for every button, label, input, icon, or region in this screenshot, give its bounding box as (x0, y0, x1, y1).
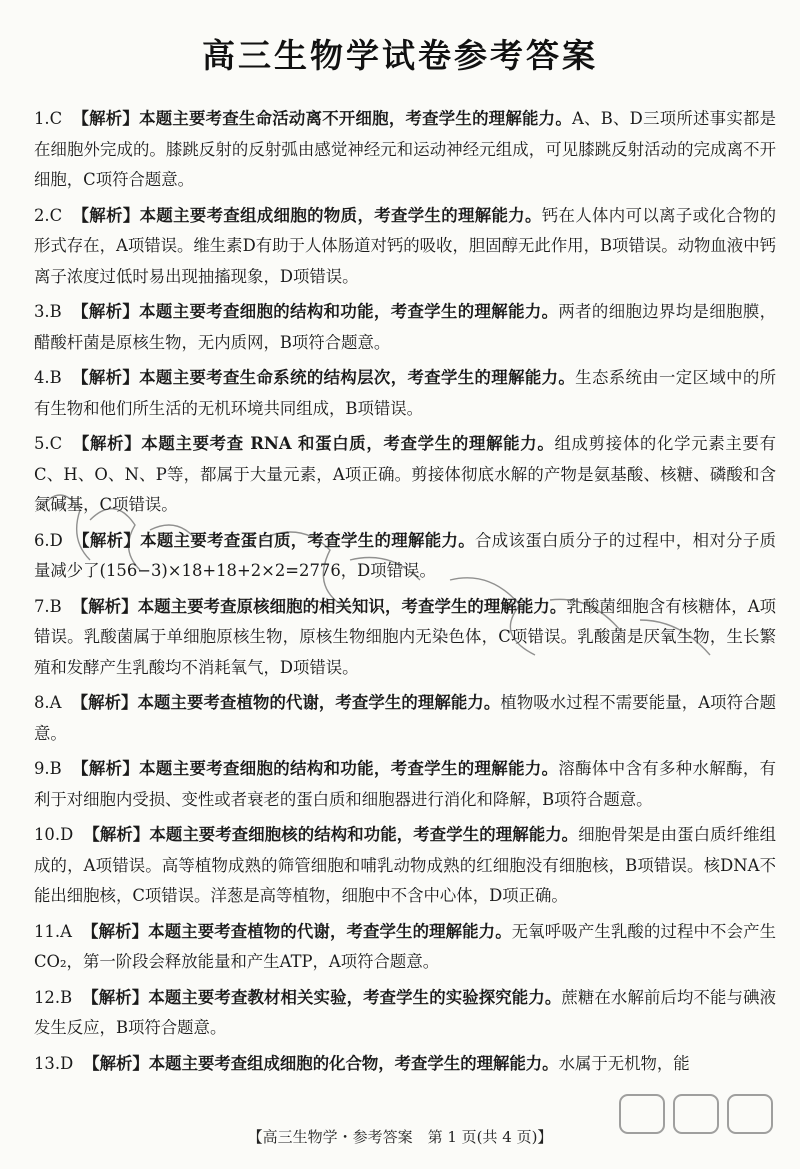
analysis-body: 细胞骨架是由蛋白质纤维组成的，A项错误。高等植物成熟的筛管细胞和哺乳动物成熟的红细胞没有细胞核，B项错误。核DNA不能出细胞核，C项错误。洋葱是高等植物，细胞中不含中心体，D项正确。 (34, 825, 777, 905)
answer-choice: C (49, 205, 63, 225)
analysis-body: A、B、D三项所述事实都是在细胞外完成的。膝跳反射的反射弧由感觉神经元和运动神经元组成，可见膝跳反射活动的完成离不开细胞，C项符合题意。 (34, 109, 777, 189)
answer-item (34, 297, 776, 358)
analysis-tag: 【解析】 (72, 434, 142, 453)
analysis-lead: 本题主要考查细胞核的结构和功能，考查学生的理解能力。 (149, 825, 579, 844)
analysis-lead: 本题主要考查组成细胞的物质，考查学生的理解能力。 (139, 205, 542, 225)
analysis-lead: 本题主要考查生命系统的结构层次，考查学生的理解能力。 (139, 368, 576, 387)
analysis-lead: 本题主要考查细胞的结构和功能，考查学生的理解能力。 (139, 759, 559, 778)
analysis-body: 水属于无机物，能 (558, 1053, 690, 1073)
question-number: 8. (34, 693, 50, 712)
analysis-tag: 【解析】 (71, 759, 140, 778)
analysis-lead: 本题主要考查原核细胞的相关知识，考查学生的理解能力。 (137, 596, 567, 616)
answer-choice: C (49, 434, 63, 453)
analysis-tag: 【解析】 (83, 1053, 149, 1073)
question-number: 1. (34, 109, 50, 128)
analysis-tag: 【解析】 (72, 530, 141, 550)
answer-choice: D (60, 825, 74, 844)
analysis-tag: 【解析】 (71, 693, 138, 712)
answer-item (34, 1049, 776, 1080)
answer-item (34, 104, 776, 196)
analysis-body: 无氧呼吸产生乳酸的过程中不会产生CO₂，第一阶段会释放能量和产生ATP，A项符合题意。 (34, 921, 777, 971)
question-number: 6. (34, 530, 50, 550)
answer-item (34, 526, 776, 587)
question-number: 13. (34, 1053, 61, 1073)
analysis-lead: 本题主要考查植物的代谢，考查学生的理解能力。 (137, 693, 501, 712)
answer-choice: B (49, 368, 62, 387)
answer-choice: A (49, 693, 62, 712)
analysis-body: 溶酶体中含有多种水解酶，有利于对细胞内受损、变性或者衰老的蛋白质和细胞器进行消化和降解，B项符合题意。 (34, 759, 777, 809)
analysis-tag: 【解析】 (71, 368, 140, 387)
analysis-body: 组成剪接体的化学元素主要有C、H、O、N、P等，都属于大量元素，A项正确。剪接体彻底水解的产物是氨基酸、核糖、磷酸和含氮碱基，C项错误。 (34, 434, 777, 514)
page-footer: 【高三生物学・参考答案 第 1 页(共 4 页)】 (247, 1128, 553, 1146)
answer-choice: C (49, 109, 63, 128)
analysis-tag: 【解析】 (72, 109, 140, 128)
answer-choice: D (49, 530, 63, 550)
question-number: 3. (34, 302, 50, 321)
analysis-tag: 【解析】 (72, 205, 140, 225)
analysis-body: 生态系统由一定区域中的所有生物和他们所生活的无机环境共同组成，B项错误。 (34, 368, 777, 418)
question-number: 10. (34, 825, 61, 844)
question-number: 7. (34, 596, 50, 616)
analysis-lead: 本题主要考查教材相关实验，考查学生的实验探究能力。 (148, 987, 562, 1007)
answer-item (34, 983, 776, 1044)
analysis-lead: 本题主要考查组成细胞的化合物，考查学生的理解能力。 (148, 1053, 559, 1073)
analysis-tag: 【解析】 (71, 302, 140, 321)
question-number: 12. (34, 987, 61, 1007)
answer-item (34, 363, 776, 424)
answer-item (34, 429, 776, 521)
site-logo-watermark (612, 1089, 782, 1161)
question-number: 11. (34, 921, 61, 941)
page-title: 高三生物学试卷参考答案 (202, 36, 598, 75)
answer-choice: B (49, 759, 62, 778)
answer-choice: D (60, 1053, 74, 1073)
question-number: 4. (34, 368, 50, 387)
analysis-body: 合成该蛋白质分子的过程中，相对分子质量减少了(156−3)×18+18+2×2=2776，D项错误。 (34, 530, 777, 580)
answer-item (34, 201, 776, 293)
answer-item (34, 688, 776, 749)
answer-item (34, 592, 776, 684)
answer-list (34, 104, 776, 1084)
analysis-lead: 本题主要考查细胞的结构和功能，考查学生的理解能力。 (139, 302, 559, 321)
analysis-tag: 【解析】 (71, 596, 138, 616)
analysis-body: 乳酸菌细胞含有核糖体，A项错误。乳酸菌属于单细胞原核生物，原核生物细胞内无染色体，C项错误。乳酸菌是厌氧生物，生长繁殖和发酵产生乳酸均不消耗氧气，D项错误。 (34, 596, 777, 677)
analysis-body: 钙在人体内可以离子或化合物的形式存在，A项错误。维生素D有助于人体肠道对钙的吸收，胆固醇无此作用，B项错误。动物血液中钙离子浓度过低时易出现抽搐现象，D项错误。 (34, 205, 777, 286)
answer-choice: B (60, 987, 73, 1007)
analysis-tag: 【解析】 (82, 987, 149, 1007)
answer-choice: B (49, 596, 62, 616)
analysis-lead: 本题主要考查植物的代谢，考查学生的理解能力。 (148, 921, 512, 941)
analysis-lead: 本题主要考查蛋白质，考查学生的理解能力。 (140, 530, 475, 550)
analysis-lead: 本题主要考查 RNA 和蛋白质，考查学生的理解能力。 (141, 434, 555, 453)
question-number: 2. (34, 205, 50, 225)
question-number: 9. (34, 759, 50, 778)
analysis-tag: 【解析】 (81, 921, 149, 941)
answer-item (34, 917, 776, 978)
analysis-body: 两者的细胞边界均是细胞膜，醋酸杆菌是原核生物，无内质网，B项符合题意。 (34, 302, 777, 352)
analysis-body: 蔗糖在水解前后均不能与碘液发生反应，B项符合题意。 (34, 987, 777, 1037)
answer-choice: A (60, 921, 72, 941)
answer-item (34, 820, 776, 912)
answer-item (34, 754, 776, 815)
analysis-lead: 本题主要考查生命活动离不开细胞，考查学生的理解能力。 (139, 109, 572, 128)
question-number: 5. (34, 434, 50, 453)
answer-choice: B (49, 302, 62, 321)
analysis-tag: 【解析】 (83, 825, 150, 844)
analysis-body: 植物吸水过程不需要能量，A项符合题意。 (34, 693, 777, 743)
